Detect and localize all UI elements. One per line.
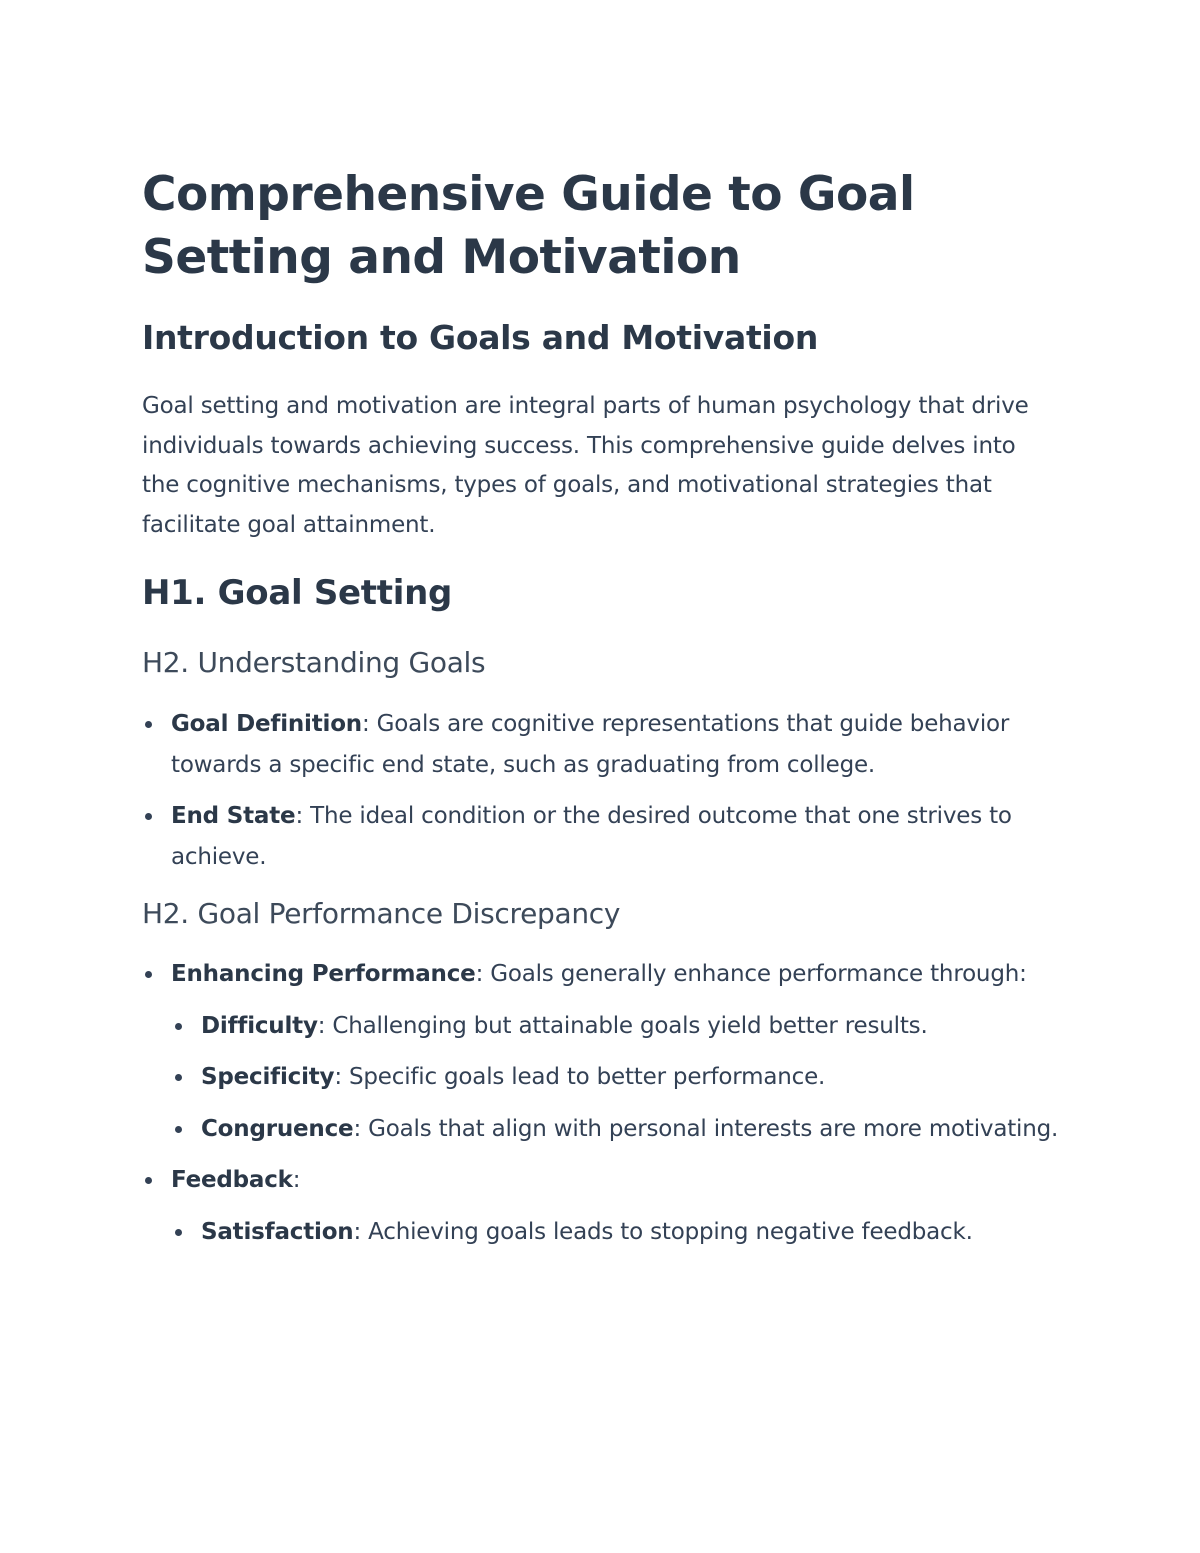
nested-list-item <box>142 1109 1072 1150</box>
subsection-understanding-goals-heading: H2. Understanding Goals <box>142 646 486 679</box>
section-goal-setting-heading: H1. Goal Setting <box>142 573 453 613</box>
list-item-term: End State <box>171 803 296 829</box>
list-item-term: Goal Definition <box>171 711 362 737</box>
goal-performance-list <box>142 954 1072 1263</box>
bullet-icon <box>175 1023 182 1030</box>
understanding-goals-list <box>142 704 1072 888</box>
list-item-text: : Achieving goals leads to stopping negative feedback. <box>353 1218 973 1245</box>
list-item <box>142 796 1072 877</box>
list-item-term: Specificity <box>201 1064 335 1090</box>
list-item-text: : Specific goals lead to better performance. <box>334 1064 826 1090</box>
subsection-goal-performance-discrepancy-heading: H2. Goal Performance Discrepancy <box>142 897 621 930</box>
list-item-text: : Goals are cognitive representations that guide behavior towards a specific end state, such as graduating from college. <box>171 711 1010 778</box>
intro-heading: Introduction to Goals and Motivation <box>142 318 819 357</box>
list-item-term: Congruence <box>201 1115 354 1142</box>
intro-paragraph: Goal setting and motivation are integral parts of human psychology that drive individuals towards achieving success. This comprehensive guide delves into the cognitive mechanisms, types of goals, and motivational strategies that facilitate goal attainment. <box>142 393 1029 538</box>
nested-list-item <box>142 1212 1072 1253</box>
list-item-term: Feedback <box>171 1167 293 1193</box>
list-item-text: : The ideal condition or the desired outcome that one strives to achieve. <box>171 803 1012 870</box>
list-item-term: Enhancing Performance <box>171 961 476 987</box>
bullet-icon <box>175 1074 182 1081</box>
list-item <box>142 954 1072 995</box>
bullet-icon <box>145 721 152 728</box>
document-title: Comprehensive Guide to Goal Setting and Motivation <box>142 167 915 285</box>
list-item-term: Satisfaction <box>201 1218 354 1245</box>
list-item-text: : Goals that align with personal interests are more motivating. <box>353 1115 1059 1142</box>
list-item-text: : Goals generally enhance performance through: <box>475 961 1027 987</box>
bullet-icon <box>145 1177 152 1184</box>
nested-list-item <box>142 1057 1072 1098</box>
bullet-icon <box>175 1126 182 1133</box>
list-item-text: : <box>292 1167 301 1193</box>
bullet-icon <box>145 813 152 820</box>
bullet-icon <box>145 971 152 978</box>
list-item <box>142 704 1072 785</box>
list-item-term: Difficulty <box>201 1012 318 1039</box>
list-item <box>142 1160 1072 1201</box>
nested-list-item <box>142 1006 1072 1047</box>
bullet-icon <box>175 1229 182 1236</box>
list-item-text: : Challenging but attainable goals yield better results. <box>317 1012 928 1039</box>
